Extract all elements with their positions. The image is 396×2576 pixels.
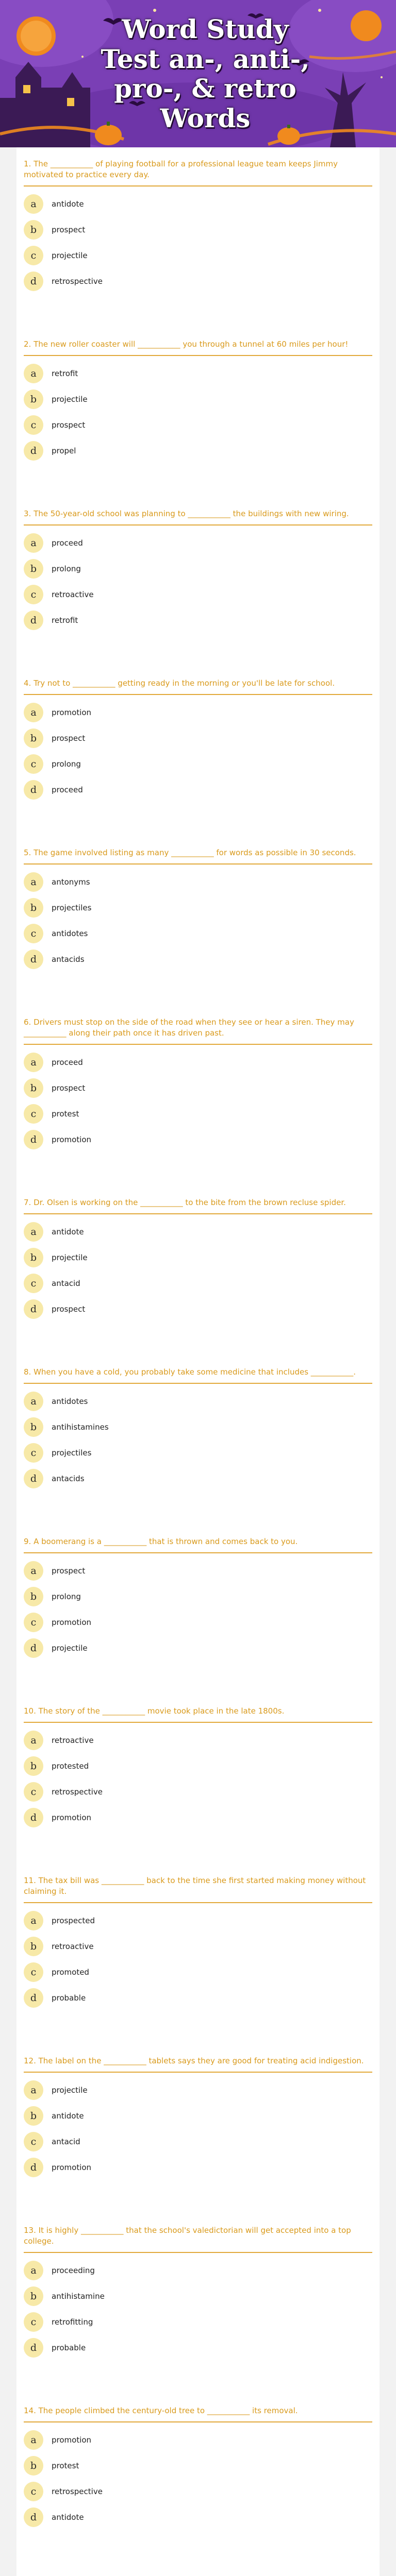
answer-option-c[interactable]: [24, 1443, 372, 1463]
question-prompt: The ___________ of playing football for a professional league team keeps Jimmy motivated to practice every day.: [24, 159, 338, 179]
question-number: 5.: [24, 848, 31, 857]
question-6: [16, 1008, 380, 1158]
option-label: protested: [52, 1761, 89, 1771]
question-number: 10.: [24, 1706, 36, 1716]
question-spacer: [16, 1836, 380, 1866]
question-prompt: It is highly ___________ that the school's valedictorian will get accepted into a top college.: [24, 2226, 351, 2246]
question-prompt: The game involved listing as many ___________ for words as possible in 30 seconds.: [34, 848, 356, 857]
option-label: antidotes: [52, 1397, 88, 1406]
option-letter-badge: b: [24, 1417, 43, 1437]
answer-option-c[interactable]: [24, 1612, 372, 1633]
option-letter-badge: a: [24, 1911, 43, 1930]
question-11: [16, 1866, 380, 2016]
option-label: retrospective: [52, 2487, 103, 2496]
question-spacer: [16, 1328, 380, 1358]
question-spacer: [16, 2366, 380, 2396]
question-number: 12.: [24, 2056, 36, 2065]
answer-option-d[interactable]: [24, 1638, 372, 1658]
option-label: promotion: [52, 2435, 92, 2445]
option-letter-badge: c: [24, 1104, 43, 1124]
option-letter-badge: c: [24, 2482, 43, 2501]
question-13: [16, 2216, 380, 2366]
question-spacer: [16, 2016, 380, 2046]
question-text: [24, 1875, 372, 1897]
answer-option-b[interactable]: [24, 2286, 372, 2307]
option-label: antacid: [52, 1279, 80, 1288]
question-text: [24, 1706, 372, 1717]
option-label: promotion: [52, 2163, 92, 2172]
option-letter-badge: b: [24, 1248, 43, 1267]
question-spacer: [16, 639, 380, 669]
option-letter-badge: b: [24, 2456, 43, 2476]
answer-option-c[interactable]: [24, 2481, 372, 2502]
option-letter-badge: b: [24, 1587, 43, 1606]
option-letter-badge: a: [24, 364, 43, 383]
option-letter-badge: c: [24, 1782, 43, 1802]
option-label: antidotes: [52, 929, 88, 938]
question-4: [16, 669, 380, 808]
question-8: [16, 1358, 380, 1497]
answer-option-c[interactable]: [24, 584, 372, 605]
question-number: 7.: [24, 1198, 31, 1207]
option-letter-badge: c: [24, 1613, 43, 1632]
option-letter-badge: b: [24, 220, 43, 240]
option-label: propel: [52, 446, 76, 455]
option-label: projectile: [52, 1253, 88, 1262]
question-15: [16, 2566, 380, 2576]
option-label: antidote: [52, 2111, 84, 2121]
option-letter-badge: a: [24, 194, 43, 214]
option-label: antihistamine: [52, 2292, 105, 2301]
answer-option-d[interactable]: [24, 1988, 372, 2008]
option-letter-badge: d: [24, 2158, 43, 2177]
question-7: [16, 1188, 380, 1328]
question-number: 3.: [24, 509, 31, 518]
option-letter-badge: b: [24, 559, 43, 579]
option-letter-badge: c: [24, 1962, 43, 1982]
answer-option-c[interactable]: [24, 923, 372, 944]
option-letter-badge: b: [24, 898, 43, 918]
option-label: prospect: [52, 734, 86, 743]
question-prompt: The label on the ___________ tablets says they are good for treating acid indigestion.: [38, 2056, 364, 2065]
question-number: 6.: [24, 1018, 31, 1027]
question-2: [16, 330, 380, 469]
option-letter-badge: c: [24, 1443, 43, 1463]
option-label: retroactive: [52, 1736, 94, 1745]
question-prompt: The tax bill was ___________ back to the time she first started making money without claiming it.: [24, 1876, 366, 1896]
option-label: retrospective: [52, 277, 103, 286]
option-letter-badge: a: [24, 2430, 43, 2450]
answer-option-b[interactable]: [24, 219, 372, 240]
option-label: retroactive: [52, 1942, 94, 1951]
question-divider: [24, 1044, 372, 1045]
question-spacer: [16, 2536, 380, 2566]
option-letter-badge: a: [24, 1731, 43, 1750]
option-label: promotion: [52, 1135, 92, 1144]
option-letter-badge: a: [24, 1053, 43, 1072]
answer-option-b[interactable]: [24, 1756, 372, 1776]
option-label: retrofit: [52, 616, 78, 625]
option-label: retroactive: [52, 590, 94, 599]
option-label: prospect: [52, 225, 86, 234]
question-divider: [24, 185, 372, 187]
option-letter-badge: b: [24, 389, 43, 409]
answer-option-d[interactable]: [24, 949, 372, 970]
worksheet: [16, 147, 380, 2576]
question-prompt: Drivers must stop on the side of the road when they see or hear a siren. They may ___________ along their path once it has driven past.: [24, 1018, 354, 1038]
answer-option-d[interactable]: [24, 271, 372, 292]
answer-option-a[interactable]: [24, 1910, 372, 1931]
option-label: antacid: [52, 2137, 80, 2146]
option-label: promotion: [52, 1813, 92, 1822]
option-label: antidote: [52, 1227, 84, 1236]
option-letter-badge: d: [24, 272, 43, 291]
answer-option-c[interactable]: [24, 415, 372, 435]
title-container: [92, 0, 319, 147]
option-letter-badge: b: [24, 2286, 43, 2306]
header-banner: [0, 0, 396, 147]
answer-option-b[interactable]: [24, 1078, 372, 1098]
question-text: [24, 678, 372, 689]
answer-option-a[interactable]: [24, 1561, 372, 1581]
answer-option-c[interactable]: [24, 2312, 372, 2332]
question-divider: [24, 2072, 372, 2073]
answer-option-a[interactable]: [24, 2260, 372, 2281]
option-label: prospect: [52, 1304, 86, 1314]
answer-option-d[interactable]: [24, 1468, 372, 1489]
option-letter-badge: b: [24, 728, 43, 748]
option-letter-badge: b: [24, 1078, 43, 1098]
option-letter-badge: d: [24, 1638, 43, 1658]
question-prompt: The 50-year-old school was planning to ___________ the buildings with new wiring.: [34, 509, 349, 518]
option-letter-badge: a: [24, 1222, 43, 1242]
option-label: prospected: [52, 1916, 95, 1925]
answer-option-b[interactable]: [24, 389, 372, 410]
question-prompt: Try not to ___________ getting ready in the morning or you'll be late for school.: [34, 679, 335, 688]
question-divider: [24, 355, 372, 356]
answer-option-d[interactable]: [24, 1299, 372, 1319]
question-spacer: [16, 2186, 380, 2216]
option-letter-badge: d: [24, 2507, 43, 2527]
question-prompt: When you have a cold, you probably take some medicine that includes ___________.: [34, 1367, 356, 1377]
option-label: promoted: [52, 1968, 89, 1977]
option-letter-badge: c: [24, 2312, 43, 2332]
option-letter-badge: c: [24, 415, 43, 435]
option-label: protest: [52, 1109, 79, 1118]
question-number: 9.: [24, 1537, 31, 1546]
question-text: [24, 848, 372, 858]
answer-option-a[interactable]: [24, 533, 372, 553]
option-label: proceed: [52, 1058, 83, 1067]
option-label: prospect: [52, 420, 86, 430]
option-label: retrospective: [52, 1787, 103, 1797]
question-text: [24, 159, 372, 180]
question-number: 2.: [24, 340, 31, 349]
option-label: prolong: [52, 759, 81, 769]
option-letter-badge: b: [24, 1756, 43, 1776]
option-label: projectile: [52, 395, 88, 404]
answer-option-a[interactable]: [24, 2080, 372, 2100]
option-letter-badge: a: [24, 872, 43, 892]
question-spacer: [16, 978, 380, 1008]
option-label: projectile: [52, 251, 88, 260]
question-spacer: [16, 1497, 380, 1527]
question-text: [24, 2405, 372, 2416]
question-1: [16, 149, 380, 300]
answer-option-b[interactable]: [24, 728, 372, 749]
question-10: [16, 1697, 380, 1836]
option-label: antacids: [52, 1474, 85, 1483]
option-letter-badge: d: [24, 1130, 43, 1149]
option-letter-badge: b: [24, 2106, 43, 2126]
question-number: 1.: [24, 159, 31, 168]
answer-option-c[interactable]: [24, 245, 372, 266]
option-label: antihistamines: [52, 1422, 109, 1432]
answer-option-a[interactable]: [24, 363, 372, 384]
question-text: [24, 1536, 372, 1547]
option-letter-badge: d: [24, 1469, 43, 1488]
question-number: 14.: [24, 2406, 36, 2415]
option-letter-badge: d: [24, 1299, 43, 1319]
answer-option-b[interactable]: [24, 558, 372, 579]
answer-option-a[interactable]: [24, 872, 372, 892]
question-text: [24, 2056, 372, 2066]
question-spacer: [16, 469, 380, 499]
answer-option-b[interactable]: [24, 897, 372, 918]
option-letter-badge: d: [24, 2338, 43, 2358]
answer-option-c[interactable]: [24, 754, 372, 774]
question-divider: [24, 2421, 372, 2422]
option-letter-badge: c: [24, 2132, 43, 2151]
question-9: [16, 1527, 380, 1667]
option-label: proceeding: [52, 2266, 95, 2275]
answer-option-b[interactable]: [24, 2455, 372, 2476]
answer-option-b[interactable]: [24, 2106, 372, 2126]
question-divider: [24, 1383, 372, 1384]
question-divider: [24, 1552, 372, 1553]
option-label: probable: [52, 1993, 86, 2003]
option-letter-badge: d: [24, 780, 43, 800]
option-letter-badge: a: [24, 1561, 43, 1581]
question-divider: [24, 2252, 372, 2253]
option-letter-badge: a: [24, 2080, 43, 2100]
question-prompt: The people climbed the century-old tree to ___________ its removal.: [38, 2406, 298, 2415]
option-letter-badge: a: [24, 703, 43, 722]
option-label: proceed: [52, 538, 83, 548]
question-spacer: [16, 1667, 380, 1697]
option-letter-badge: d: [24, 1808, 43, 1827]
question-3: [16, 499, 380, 639]
option-label: projectile: [52, 1643, 88, 1653]
option-label: projectiles: [52, 903, 92, 912]
option-label: retrofitting: [52, 2317, 93, 2327]
answer-option-a[interactable]: [24, 1222, 372, 1242]
question-14: [16, 2396, 380, 2536]
question-divider: [24, 694, 372, 695]
answer-option-d[interactable]: [24, 779, 372, 800]
question-divider: [24, 524, 372, 526]
option-label: probable: [52, 2343, 86, 2352]
option-label: prolong: [52, 564, 81, 573]
answer-option-a[interactable]: [24, 1052, 372, 1073]
option-label: prospect: [52, 1083, 86, 1093]
option-letter-badge: c: [24, 1274, 43, 1293]
answer-option-c[interactable]: [24, 1782, 372, 1802]
question-divider: [24, 863, 372, 865]
option-letter-badge: c: [24, 246, 43, 265]
question-number: 11.: [24, 1876, 36, 1885]
option-label: antidote: [52, 2513, 84, 2522]
answer-option-a[interactable]: [24, 702, 372, 723]
option-letter-badge: a: [24, 2261, 43, 2280]
question-text: [24, 1367, 372, 1378]
question-spacer: [16, 808, 380, 838]
option-label: prolong: [52, 1592, 81, 1601]
answer-option-a[interactable]: [24, 1730, 372, 1751]
option-letter-badge: a: [24, 1392, 43, 1411]
answer-option-d[interactable]: [24, 610, 372, 631]
question-text: [24, 339, 372, 350]
option-letter-badge: a: [24, 533, 43, 553]
page-title: Word Study Test an-, anti-, pro-, & retro Words: [101, 14, 310, 133]
option-label: projectile: [52, 2086, 88, 2095]
option-label: protest: [52, 2461, 79, 2470]
option-letter-badge: b: [24, 1937, 43, 1956]
answer-option-a[interactable]: [24, 1391, 372, 1412]
option-label: promotion: [52, 708, 92, 717]
question-text: [24, 509, 372, 519]
answer-option-d[interactable]: [24, 1807, 372, 1828]
question-spacer: [16, 1158, 380, 1188]
option-label: antidote: [52, 199, 84, 209]
answer-option-a[interactable]: [24, 194, 372, 214]
question-prompt: Dr. Olsen is working on the ___________ to the bite from the brown recluse spider.: [34, 1198, 346, 1207]
option-label: projectiles: [52, 1448, 92, 1458]
question-prompt: The story of the ___________ movie took place in the late 1800s.: [38, 1706, 285, 1716]
option-letter-badge: c: [24, 924, 43, 943]
question-divider: [24, 1722, 372, 1723]
answer-option-d[interactable]: [24, 1129, 372, 1150]
answer-option-c[interactable]: [24, 1104, 372, 1124]
question-12: [16, 2046, 380, 2186]
answer-option-c[interactable]: [24, 2131, 372, 2152]
option-letter-badge: d: [24, 950, 43, 969]
answer-option-d[interactable]: [24, 2507, 372, 2528]
question-5: [16, 838, 380, 978]
question-text: [24, 1197, 372, 1208]
answer-option-d[interactable]: [24, 440, 372, 461]
option-label: retrofit: [52, 369, 78, 378]
answer-option-b[interactable]: [24, 1247, 372, 1268]
option-label: promotion: [52, 1618, 92, 1627]
answer-option-b[interactable]: [24, 1586, 372, 1607]
answer-option-c[interactable]: [24, 1962, 372, 1982]
option-label: antonyms: [52, 877, 90, 887]
answer-option-d[interactable]: [24, 2157, 372, 2178]
question-divider: [24, 1213, 372, 1214]
option-letter-badge: d: [24, 1988, 43, 2008]
answer-option-d[interactable]: [24, 2337, 372, 2358]
option-letter-badge: d: [24, 611, 43, 630]
question-number: 4.: [24, 679, 31, 688]
question-prompt: A boomerang is a ___________ that is thrown and comes back to you.: [34, 1537, 298, 1546]
option-label: proceed: [52, 785, 83, 794]
option-letter-badge: d: [24, 441, 43, 461]
option-label: antacids: [52, 955, 85, 964]
question-number: 8.: [24, 1367, 31, 1377]
answer-option-b[interactable]: [24, 1936, 372, 1957]
answer-option-c[interactable]: [24, 1273, 372, 1294]
answer-option-b[interactable]: [24, 1417, 372, 1437]
question-number: 13.: [24, 2226, 36, 2235]
option-letter-badge: c: [24, 585, 43, 604]
question-text: [24, 1017, 372, 1039]
question-prompt: The new roller coaster will ___________ you through a tunnel at 60 miles per hour!: [34, 340, 349, 349]
question-spacer: [16, 300, 380, 330]
option-label: prospect: [52, 1566, 86, 1575]
question-text: [24, 2225, 372, 2247]
answer-option-a[interactable]: [24, 2430, 372, 2450]
question-divider: [24, 1902, 372, 1903]
option-letter-badge: c: [24, 754, 43, 774]
